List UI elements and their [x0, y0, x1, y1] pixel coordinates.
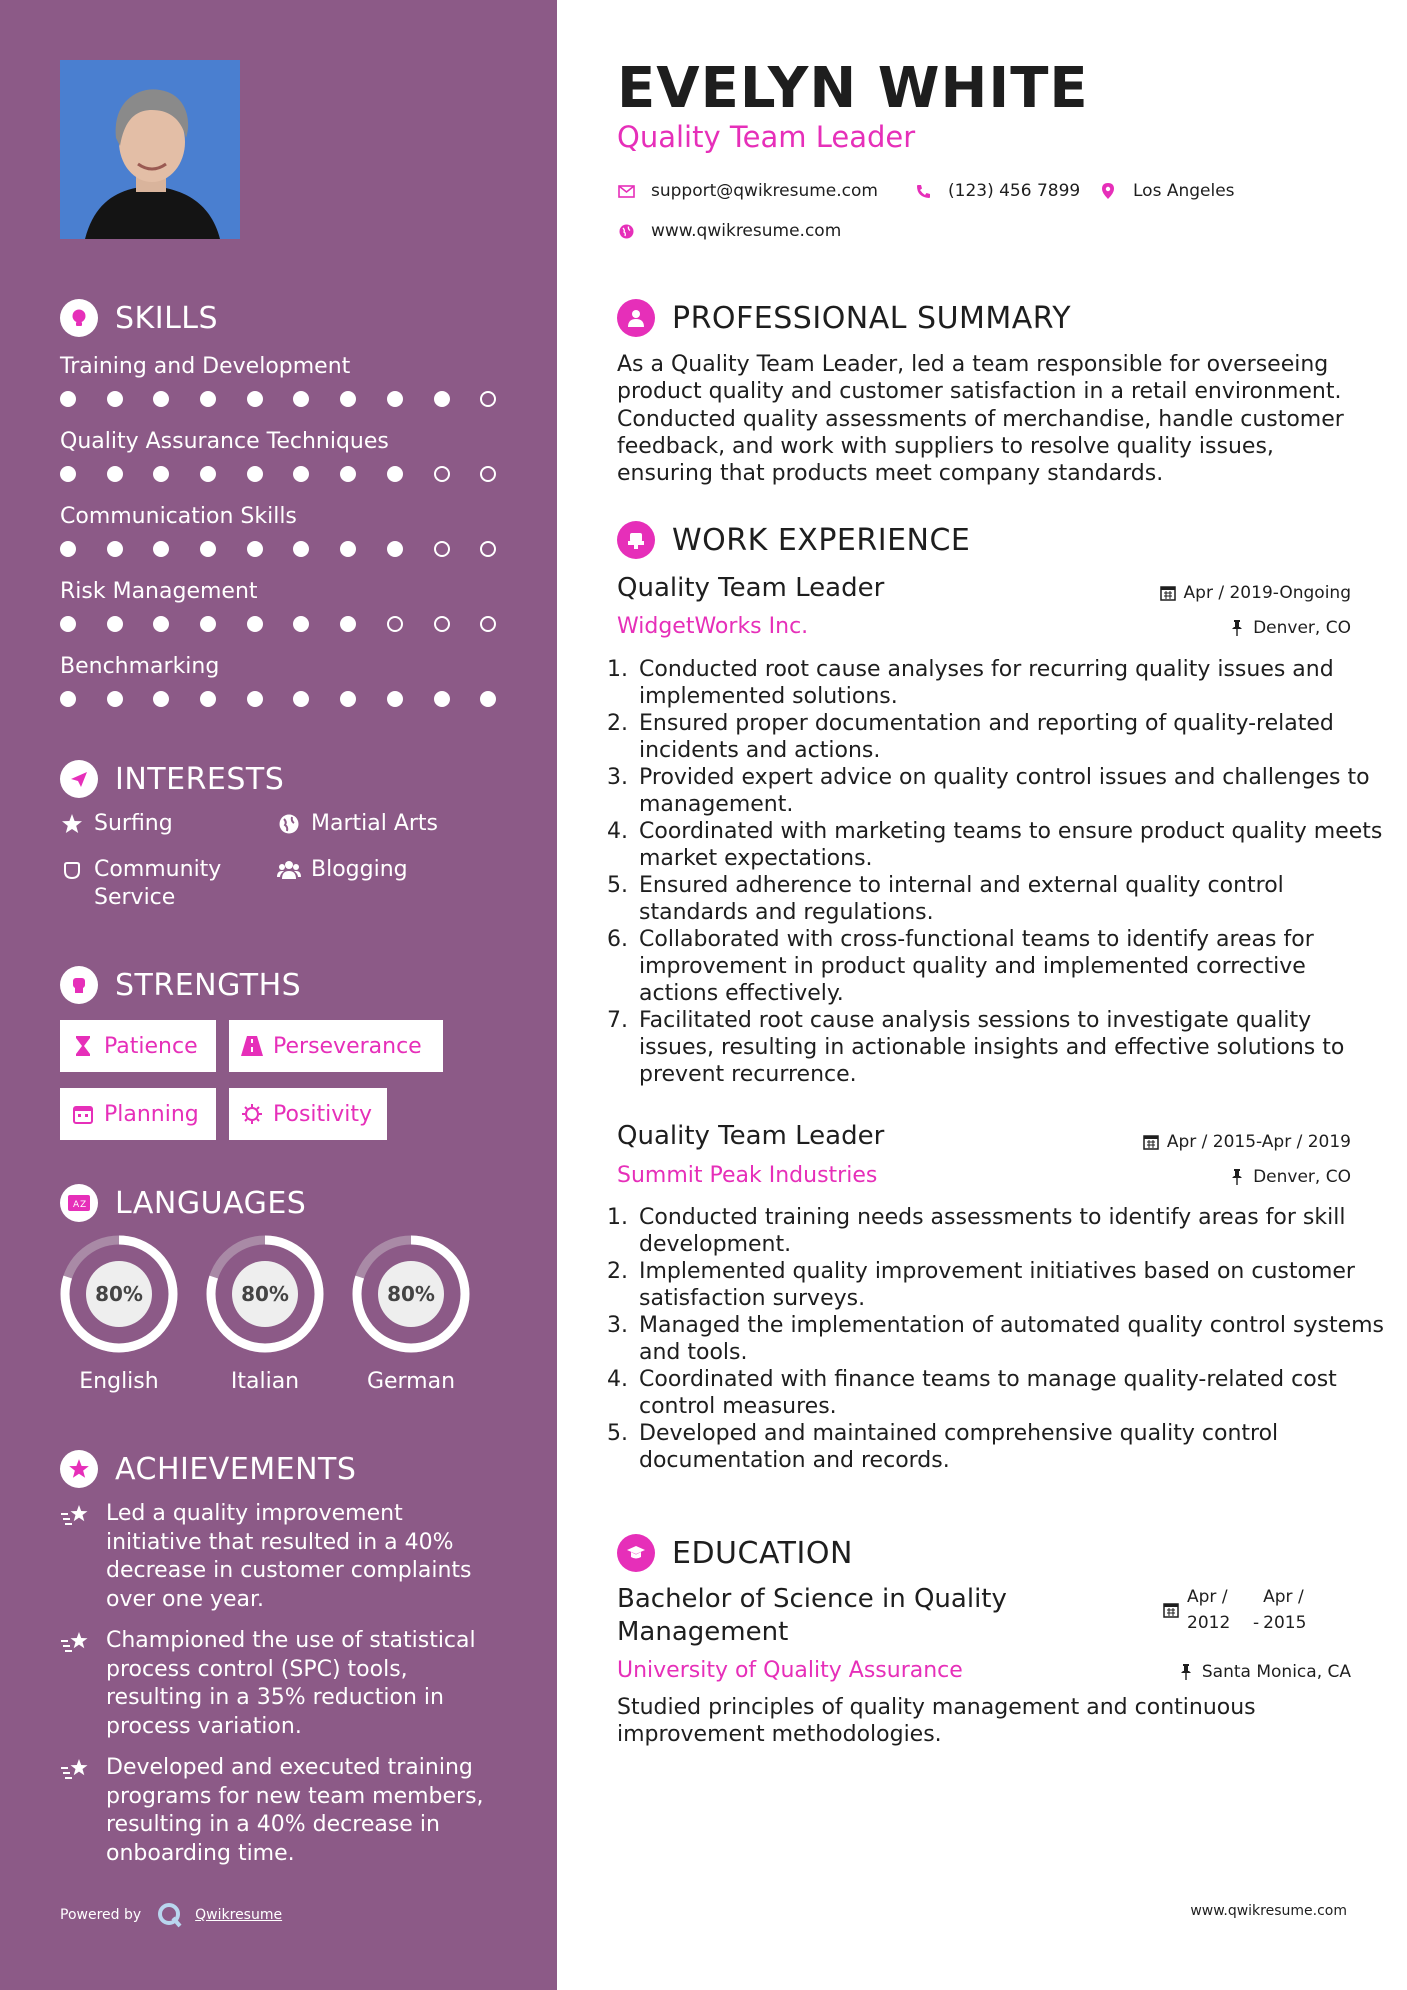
interest-label: Community Service	[94, 857, 222, 910]
school-name: University of Quality Assurance	[617, 1658, 963, 1683]
duty-item: 1. Conducted root cause analyses for recurring quality issues and implemented solutions.	[635, 656, 1387, 710]
map-pin-icon	[1099, 182, 1117, 200]
job-location	[1229, 618, 1351, 638]
main-content	[557, 0, 1407, 1990]
end-date-text: Apr / 2015	[1263, 1587, 1307, 1633]
rating-dot-filled	[200, 691, 216, 707]
road-icon	[241, 1035, 263, 1057]
rating-dot-empty	[387, 616, 403, 632]
duty-item: 3. Provided expert advice on quality control issues and challenges to management.	[635, 764, 1387, 818]
pushpin-icon	[1178, 1664, 1194, 1680]
star-badge-icon	[60, 1450, 98, 1488]
degree-title: Bachelor of Science in Quality Management	[617, 1584, 1007, 1647]
rating-dot-empty	[434, 616, 450, 632]
rating-dot-filled	[107, 691, 123, 707]
summary-heading	[617, 299, 1071, 337]
rating-dot-filled	[107, 616, 123, 632]
rating-dot-filled	[387, 391, 403, 407]
star-icon	[60, 812, 84, 836]
language-name: English	[79, 1369, 159, 1394]
skill-name: Benchmarking	[60, 654, 220, 679]
location-text: Santa Monica, CA	[1201, 1662, 1351, 1682]
translate-icon	[60, 1184, 98, 1222]
education-description: Studied principles of quality management and continuous improvement methodologies.	[617, 1695, 1256, 1748]
duty-item: 7. Facilitated root cause analysis sessions to investigate quality issues, resulting in actionable insights and effective solutions to prevent recurrence.	[635, 1007, 1387, 1088]
contact-phone[interactable]	[914, 181, 1080, 201]
interest-label: Blogging	[311, 857, 408, 882]
rating-dot-filled	[200, 466, 216, 482]
rating-dot-filled	[200, 616, 216, 632]
experience-heading	[617, 521, 970, 559]
rating-dot-filled	[293, 466, 309, 482]
location-text: Los Angeles	[1133, 181, 1235, 201]
rating-dot-filled	[293, 616, 309, 632]
rating-dot-filled	[153, 616, 169, 632]
achievement-item	[60, 1627, 500, 1741]
rating-dot-filled	[247, 466, 263, 482]
summary-text: As a Quality Team Leader, led a team responsible for overseeing product quality and customer satisfaction in a retail environment. Conducted quality assessments of merchandise, handle customer feedback, and work with suppliers to resolve quality issues, ensuring that products meet company standards.	[617, 352, 1344, 487]
rating-dot-filled	[107, 466, 123, 482]
strength-badge-positivity	[229, 1088, 387, 1140]
duty-item: 5. Ensured adherence to internal and external quality control standards and regulations.	[635, 872, 1387, 926]
sidebar	[0, 0, 557, 1990]
lightbulb-icon	[60, 299, 98, 337]
rating-dot-empty	[434, 466, 450, 482]
hand-icon	[60, 858, 84, 882]
rating-dot-filled	[340, 391, 356, 407]
email-text: support@qwikresume.com	[651, 181, 878, 201]
interest-item-community-service	[60, 856, 240, 912]
rating-dot-empty	[480, 541, 496, 557]
rating-dot-filled	[60, 391, 76, 407]
user-icon	[617, 299, 655, 337]
skill-name: Communication Skills	[60, 504, 297, 529]
fist-icon	[60, 966, 98, 1004]
job-title: Quality Team Leader	[617, 573, 885, 603]
users-icon	[277, 858, 301, 882]
strength-label: Planning	[104, 1101, 199, 1127]
start-date-text: Apr / 2012	[1187, 1587, 1231, 1633]
skill-rating	[60, 616, 527, 632]
language-ring	[58, 1233, 180, 1359]
rating-dot-filled	[434, 691, 450, 707]
education-dates	[1163, 1584, 1313, 1636]
achievement-item	[60, 1754, 500, 1868]
location-text: Denver, CO	[1253, 1167, 1351, 1187]
rating-dot-filled	[434, 391, 450, 407]
calendar-icon	[1163, 1602, 1179, 1618]
rating-dot-filled	[200, 541, 216, 557]
qwikresume-link[interactable]: Qwikresume	[195, 1907, 283, 1923]
dates-text: Apr / 2019-Ongoing	[1183, 583, 1351, 603]
calendar-icon	[1143, 1134, 1159, 1150]
language-ring	[350, 1233, 472, 1359]
contact-location	[1099, 181, 1235, 201]
interest-label: Martial Arts	[311, 811, 439, 836]
rating-dot-filled	[247, 691, 263, 707]
phone-icon	[914, 182, 932, 200]
calendar-icon	[72, 1103, 94, 1125]
interest-item-blogging	[277, 856, 408, 884]
job-location	[1229, 1167, 1351, 1187]
profile-photo	[60, 60, 240, 239]
job-dates	[1160, 583, 1351, 603]
rating-dot-filled	[153, 466, 169, 482]
location-text: Denver, CO	[1253, 618, 1351, 638]
rating-dot-filled	[200, 391, 216, 407]
hourglass-icon	[72, 1035, 94, 1057]
rating-dot-filled	[480, 691, 496, 707]
job-duties-list	[609, 1204, 1387, 1474]
duty-item: 5. Developed and maintained comprehensive quality control documentation and records.	[635, 1420, 1387, 1474]
rating-dot-filled	[387, 691, 403, 707]
interest-label: Surfing	[94, 811, 173, 836]
interest-item-martial-arts	[277, 810, 438, 838]
duty-item: 3. Managed the implementation of automated quality control systems and tools.	[635, 1312, 1387, 1366]
strength-badge-planning	[60, 1088, 216, 1140]
skill-rating	[60, 391, 527, 407]
achievements-title: ACHIEVEMENTS	[115, 1451, 357, 1487]
language-name: German	[366, 1369, 456, 1394]
shooting-star-icon	[60, 1502, 92, 1530]
rating-dot-filled	[247, 391, 263, 407]
rating-dot-filled	[60, 541, 76, 557]
skills-title: SKILLS	[115, 300, 219, 336]
qwikresume-logo-icon	[155, 1900, 185, 1930]
rating-dot-filled	[107, 541, 123, 557]
skill-rating	[60, 541, 527, 557]
rating-dot-filled	[107, 391, 123, 407]
education-location	[1178, 1662, 1351, 1682]
language-percent: 80%	[387, 1282, 435, 1306]
powered-by	[60, 1900, 282, 1930]
education-heading	[617, 1534, 853, 1572]
candidate-name: EVELYN WHITE	[617, 56, 1089, 121]
company-name: Summit Peak Industries	[617, 1163, 878, 1188]
rating-dot-empty	[434, 541, 450, 557]
contact-website[interactable]	[617, 221, 841, 241]
rating-dot-filled	[293, 391, 309, 407]
language-name: Italian	[230, 1369, 300, 1394]
dates-text: Apr / 2015-Apr / 2019	[1166, 1132, 1351, 1152]
skill-name: Quality Assurance Techniques	[60, 429, 389, 454]
strength-label: Perseverance	[273, 1033, 422, 1059]
rating-dot-filled	[60, 691, 76, 707]
strengths-title: STRENGTHS	[115, 967, 302, 1003]
duty-item: 1. Conducted training needs assessments to identify areas for skill development.	[635, 1204, 1387, 1258]
duty-item: 4. Coordinated with marketing teams to ensure product quality meets market expectations.	[635, 818, 1387, 872]
envelope-icon	[617, 182, 635, 200]
language-ring	[204, 1233, 326, 1359]
sun-icon	[241, 1103, 263, 1125]
strength-label: Positivity	[273, 1101, 373, 1127]
svg-text:A: A	[73, 1200, 80, 1210]
achievement-text: Championed the use of statistical process control (SPC) tools, resulting in a 35% reduction in process variation.	[106, 1628, 476, 1739]
rating-dot-filled	[153, 391, 169, 407]
rating-dot-filled	[340, 616, 356, 632]
powered-by-label: Powered by	[60, 1907, 142, 1923]
rating-dot-filled	[247, 541, 263, 557]
rating-dot-filled	[340, 541, 356, 557]
achievements-heading	[60, 1450, 356, 1488]
skill-rating	[60, 691, 527, 707]
interest-item-surfing	[60, 810, 173, 838]
job-dates	[1143, 1132, 1351, 1152]
rating-dot-filled	[153, 691, 169, 707]
language-percent: 80%	[241, 1282, 289, 1306]
rating-dot-filled	[340, 466, 356, 482]
date-separator: -	[1253, 1613, 1260, 1633]
rating-dot-filled	[387, 541, 403, 557]
job-title: Quality Team Leader	[617, 1121, 885, 1151]
duty-item: 6. Collaborated with cross-functional teams to identify areas for improvement in product quality and implemented corrective actions effectively.	[635, 926, 1387, 1007]
globe-icon	[617, 222, 635, 240]
rating-dot-filled	[293, 691, 309, 707]
graduation-icon	[617, 1534, 655, 1572]
education-title: EDUCATION	[672, 1535, 853, 1571]
rating-dot-empty	[480, 466, 496, 482]
rating-dot-filled	[247, 616, 263, 632]
duty-item: 4. Coordinated with finance teams to manage quality-related cost control measures.	[635, 1366, 1387, 1420]
paper-plane-icon	[60, 760, 98, 798]
rating-dot-filled	[293, 541, 309, 557]
language-percent: 80%	[95, 1282, 143, 1306]
strength-badge-perseverance	[229, 1020, 443, 1072]
pushpin-icon	[1229, 620, 1245, 636]
strength-label: Patience	[104, 1033, 198, 1059]
pushpin-icon	[1229, 1169, 1245, 1185]
rating-dot-filled	[60, 466, 76, 482]
job-duties-list	[609, 656, 1387, 1088]
shooting-star-icon	[60, 1629, 92, 1657]
interests-title: INTERESTS	[115, 761, 285, 797]
strength-badge-patience	[60, 1020, 216, 1072]
globe-icon	[277, 812, 301, 836]
svg-text:Z: Z	[80, 1200, 87, 1210]
strengths-heading	[60, 966, 301, 1004]
achievement-text: Developed and executed training programs for new team members, resulting in a 40% decrease in onboarding time.	[106, 1755, 484, 1866]
skill-rating	[60, 466, 527, 482]
website-text: www.qwikresume.com	[651, 221, 842, 241]
rating-dot-filled	[387, 466, 403, 482]
rating-dot-filled	[60, 616, 76, 632]
achievement-item	[60, 1500, 500, 1614]
experience-title: WORK EXPERIENCE	[672, 522, 971, 558]
skill-name: Risk Management	[60, 579, 258, 604]
languages-title: LANGUAGES	[115, 1185, 307, 1221]
company-name: WidgetWorks Inc.	[617, 614, 809, 639]
footer-website[interactable]: www.qwikresume.com	[1190, 1903, 1347, 1919]
duty-item: 2. Implemented quality improvement initiatives based on customer satisfaction surveys.	[635, 1258, 1387, 1312]
briefcase-icon	[617, 521, 655, 559]
rating-dot-empty	[480, 391, 496, 407]
rating-dot-filled	[153, 541, 169, 557]
rating-dot-filled	[340, 691, 356, 707]
duty-item: 2. Ensured proper documentation and reporting of quality-related incidents and actions.	[635, 710, 1387, 764]
phone-text: (123) 456 7899	[948, 181, 1081, 201]
summary-title: PROFESSIONAL SUMMARY	[672, 300, 1072, 336]
achievement-text: Led a quality improvement initiative that resulted in a 40% decrease in customer complaints over one year.	[106, 1501, 472, 1612]
calendar-icon	[1160, 585, 1176, 601]
languages-heading	[60, 1184, 306, 1222]
skills-heading	[60, 299, 218, 337]
skill-name: Training and Development	[60, 354, 351, 379]
shooting-star-icon	[60, 1756, 92, 1784]
contact-email[interactable]	[617, 181, 878, 201]
candidate-role: Quality Team Leader	[617, 120, 916, 154]
interests-heading	[60, 760, 284, 798]
rating-dot-empty	[480, 616, 496, 632]
